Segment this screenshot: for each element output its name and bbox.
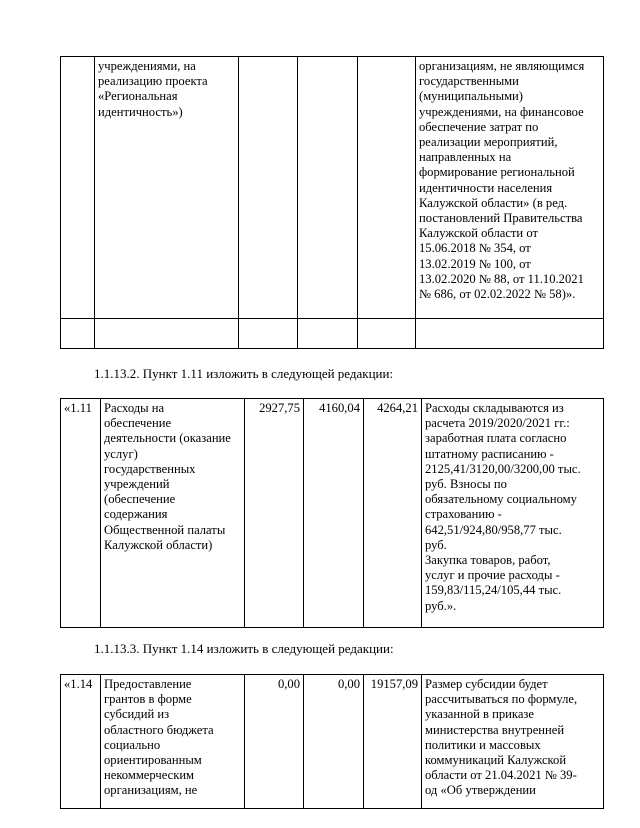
table-row bbox=[61, 57, 604, 319]
text-line: направленных на bbox=[419, 150, 512, 165]
text-line: Калужской области от bbox=[419, 226, 538, 241]
table-row bbox=[61, 399, 604, 628]
text-line: рассчитываться по формуле, bbox=[425, 692, 578, 707]
table-item-1-11 bbox=[60, 398, 604, 628]
text-line: Расходы складываются из bbox=[425, 401, 564, 415]
table-row bbox=[61, 675, 604, 809]
text-line: 642,51/924,80/958,77 тыс. bbox=[425, 522, 562, 537]
text-line: Калужской области) bbox=[104, 537, 213, 552]
text-line: страхованию - bbox=[425, 507, 502, 522]
text-line: учреждениями, на bbox=[98, 59, 196, 73]
table-item-1-14 bbox=[60, 674, 604, 809]
cell-num: «1.14 bbox=[61, 675, 101, 809]
text-line: 13.02.2019 № 100, от bbox=[419, 256, 531, 271]
text-line: 2125,41/3120,00/3200,00 тыс. bbox=[425, 461, 581, 476]
text-line: Калужской области» (в ред. bbox=[419, 195, 568, 210]
text-line: услуг) bbox=[104, 446, 138, 461]
text-line: услуг и прочие расходы - bbox=[425, 568, 560, 583]
text-line: некоммерческим bbox=[104, 768, 195, 783]
text-line: идентичность») bbox=[98, 104, 183, 119]
cell-num bbox=[61, 57, 95, 319]
cell-2020 bbox=[298, 57, 358, 319]
text-line: реализации мероприятий, bbox=[419, 135, 558, 150]
paragraph-1-1-13-2: 1.1.13.2. Пункт 1.11 изложить в следующей редакции: bbox=[94, 366, 394, 381]
text-line: содержания bbox=[104, 507, 168, 522]
text-line: обеспечение bbox=[104, 416, 172, 431]
cell-2019: 2927,75 bbox=[245, 399, 304, 628]
text-line: реализацию проекта bbox=[98, 74, 208, 89]
cell-note bbox=[422, 675, 604, 809]
text-line: штатному расписанию - bbox=[425, 446, 554, 461]
text-line: организациям, не bbox=[104, 783, 198, 798]
text-line: заработная плата согласно bbox=[425, 431, 567, 446]
text-line: политики и массовых bbox=[425, 737, 541, 752]
text-line: руб. bbox=[425, 537, 447, 552]
text-line: 159,83/115,24/105,44 тыс. bbox=[425, 583, 562, 598]
text-line: (обеспечение bbox=[104, 492, 176, 507]
text-line: расчета 2019/2020/2021 гг.: bbox=[425, 416, 570, 431]
text-line: коммуникаций Калужской bbox=[425, 753, 567, 768]
text-line: руб. Взносы по bbox=[425, 477, 507, 492]
text-line: обеспечение затрат по bbox=[419, 119, 539, 134]
text-line: формирование региональной bbox=[419, 165, 575, 180]
text-line: Предоставление bbox=[104, 677, 192, 691]
text-line: Размер субсидии будет bbox=[425, 677, 548, 691]
cell-2019 bbox=[239, 57, 298, 319]
cell-2020: 0,00 bbox=[304, 675, 364, 809]
text-line: Закупка товаров, работ, bbox=[425, 553, 551, 568]
text-line: министерства внутренней bbox=[425, 722, 565, 737]
text-line: Расходы на bbox=[104, 401, 165, 415]
text-line: государственными bbox=[419, 74, 519, 89]
cell-2021: 4264,21 bbox=[364, 399, 422, 628]
text-line: социально bbox=[104, 737, 161, 752]
text-line: области от 21.04.2021 № 39- bbox=[425, 768, 577, 783]
cell-2021 bbox=[358, 57, 416, 319]
text-line: (муниципальными) bbox=[419, 89, 523, 104]
text-line: субсидий из bbox=[104, 707, 170, 722]
text-line: государственных bbox=[104, 461, 196, 476]
paragraph-1-1-13-3: 1.1.13.3. Пункт 1.14 изложить в следующей редакции: bbox=[94, 641, 394, 656]
text-line: указанной в приказе bbox=[425, 707, 534, 722]
text-line: од «Об утверждении bbox=[425, 783, 536, 798]
text-line: областного бюджета bbox=[104, 722, 214, 737]
text-line: № 686, от 02.02.2022 № 58)». bbox=[419, 287, 576, 302]
text-line: идентичности населения bbox=[419, 180, 553, 195]
cell-name bbox=[101, 399, 245, 628]
text-line: руб.». bbox=[425, 598, 457, 613]
cell-name bbox=[101, 675, 245, 809]
text-line: Общественной палаты bbox=[104, 522, 226, 537]
table-row bbox=[61, 319, 604, 349]
text-line: 13.02.2020 № 88, от 11.10.2021 bbox=[419, 271, 584, 286]
text-line: обязательному социальному bbox=[425, 492, 577, 507]
cell-2021: 19157,09 bbox=[364, 675, 422, 809]
text-line: грантов в форме bbox=[104, 692, 192, 707]
cell-num: «1.11 bbox=[61, 399, 101, 628]
table-continuation bbox=[60, 56, 604, 349]
text-line: «Региональная bbox=[98, 89, 178, 104]
text-line: учреждениями, на финансовое bbox=[419, 104, 584, 119]
text-line: деятельности (оказание bbox=[104, 431, 231, 446]
cell-2019: 0,00 bbox=[245, 675, 304, 809]
cell-note bbox=[422, 399, 604, 628]
text-line: учреждений bbox=[104, 477, 170, 492]
cell-note bbox=[416, 57, 604, 319]
text-line: постановлений Правительства bbox=[419, 211, 583, 226]
text-line: ориентированным bbox=[104, 753, 202, 768]
cell-name bbox=[95, 57, 239, 319]
text-line: организациям, не являющимся bbox=[419, 59, 585, 73]
cell-2020: 4160,04 bbox=[304, 399, 364, 628]
text-line: 15.06.2018 № 354, от bbox=[419, 241, 531, 256]
